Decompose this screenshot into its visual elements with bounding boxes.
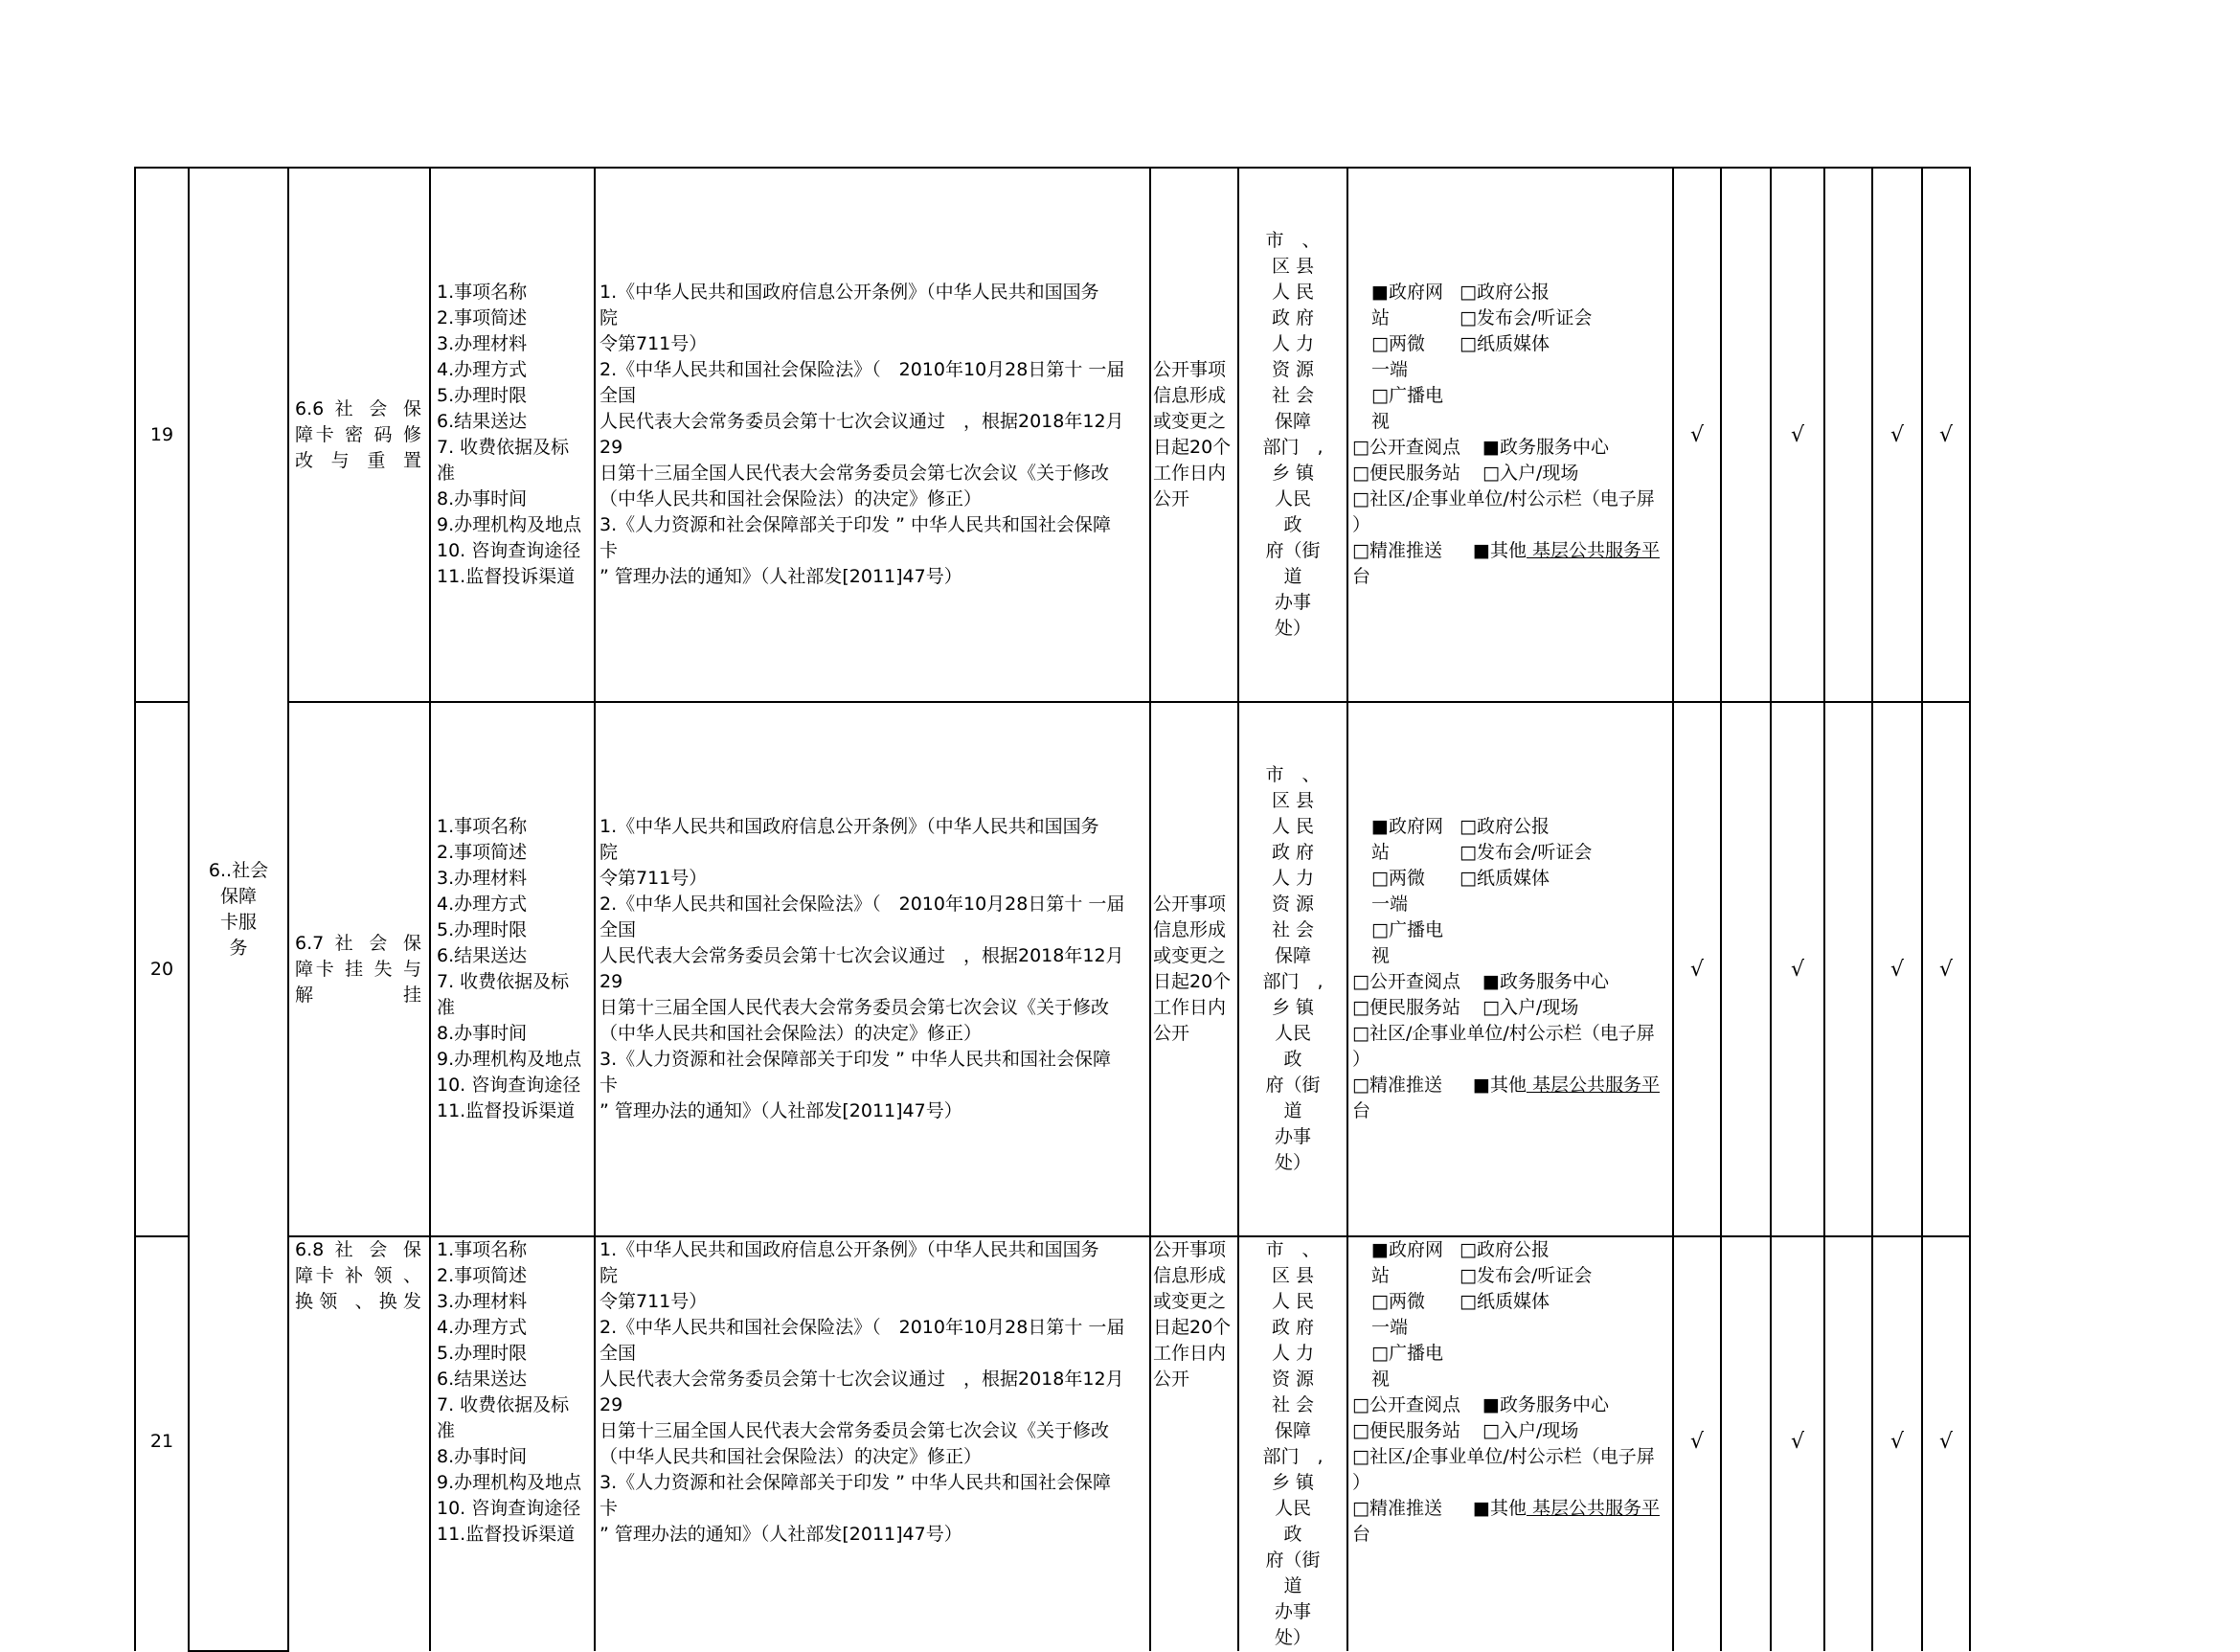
channel-option: □两微 — [1371, 868, 1425, 889]
basis-line: 卡 — [600, 540, 619, 561]
basis-line: （中华人民共和国社会保险法）的决定》修正） — [600, 1446, 983, 1467]
content-line: 8.办事时间 — [437, 1023, 528, 1044]
timing-line: 或变更之 — [1153, 1291, 1227, 1312]
subject-line: 区 县 — [1271, 790, 1315, 811]
check-all-public: √ — [1673, 168, 1721, 702]
content-line: 3.办理材料 — [437, 333, 528, 354]
content-line: 4.办理方式 — [437, 1317, 528, 1338]
disclosure-timing — [1150, 1236, 1238, 1651]
subject-line: 人 力 — [1271, 333, 1315, 354]
category-line: 6..社会 — [208, 859, 269, 881]
subject-line: 办事 — [1274, 592, 1311, 613]
subject-line: 道 — [1283, 566, 1302, 587]
channel-option: □公开查阅点 — [1352, 971, 1460, 992]
content-line: 准 — [437, 997, 456, 1018]
subject-line: 资 源 — [1271, 894, 1315, 915]
check-county: √ — [1922, 702, 1970, 1236]
subject-line: 保障 — [1274, 945, 1311, 966]
disclosure-subject — [1238, 702, 1347, 1236]
basis-line: 2.《中华人民共和国社会保险法》（ 2010年10月28日第十 一届 — [600, 359, 1125, 380]
disclosure-timing — [1150, 702, 1238, 1236]
basis-line: 日第十三届全国人民代表大会常务委员会第七次会议《关于修改 — [600, 1420, 1110, 1441]
check-on-request — [1824, 1236, 1872, 1651]
channel-option: 视 — [1371, 1369, 1391, 1390]
basis-line: 令第711号） — [600, 868, 708, 889]
subject-line: 乡 镇 — [1271, 463, 1315, 484]
subject-line: 市 、 — [1265, 1239, 1321, 1260]
other-channel-value: 基层公共服务平 — [1526, 1075, 1660, 1096]
channel-option: □精准推送 — [1352, 1075, 1442, 1096]
channel-row — [1352, 435, 1668, 461]
content-line: 5.办理时限 — [437, 919, 528, 940]
subject-line: 部门 , — [1262, 1446, 1324, 1467]
basis-line: 院 — [600, 307, 619, 328]
row-number: 19 — [135, 168, 189, 702]
basis-line: 1.《中华人民共和国政府信息公开条例》（中华人民共和国国务 — [600, 282, 1099, 303]
channel-option: □纸质媒体 — [1459, 868, 1550, 889]
category-line: 卡服 — [219, 911, 257, 933]
text-line: ） — [1352, 514, 1371, 535]
subject-line: 政 — [1283, 1049, 1302, 1070]
channel-row — [1352, 1073, 1668, 1098]
channel-row — [1352, 1367, 1668, 1392]
basis-line: 令第711号） — [600, 333, 708, 354]
content-line: 11.监督投诉渠道 — [437, 1524, 576, 1545]
basis-line: 29 — [600, 437, 623, 458]
channel-option: ■其他 — [1473, 1498, 1527, 1519]
channel-option: □广播电 — [1371, 919, 1443, 940]
item-name-line: 6.6 社 会 保 — [295, 397, 421, 419]
subject-line: 资 源 — [1271, 359, 1315, 380]
check-active: √ — [1771, 168, 1824, 702]
basis-line: 全国 — [600, 1343, 637, 1364]
channel-option: ■其他 — [1473, 1075, 1527, 1096]
channel-row — [1352, 357, 1668, 383]
basis-line: 全国 — [600, 385, 637, 406]
channel-option: 一端 — [1371, 359, 1409, 380]
subject-line: 部门 , — [1262, 971, 1324, 992]
channel-option: □公开查阅点 — [1352, 1394, 1460, 1415]
disclosure-basis — [595, 168, 1150, 702]
subject-line: 人民 — [1274, 1023, 1311, 1044]
channel-row — [1352, 866, 1668, 892]
subject-line: 办事 — [1274, 1126, 1311, 1147]
timing-line: 日起20个 — [1153, 971, 1232, 992]
basis-line: 日第十三届全国人民代表大会常务委员会第七次会议《关于修改 — [600, 463, 1110, 484]
subject-line: 政 — [1283, 514, 1302, 535]
channel-option: ■政务服务中心 — [1482, 971, 1609, 992]
channel-option: □政府公报 — [1459, 816, 1550, 837]
channel-row — [1352, 331, 1668, 357]
item-name-line: 障卡 挂 失 与 — [295, 958, 421, 980]
content-line: 1.事项名称 — [437, 282, 528, 303]
timing-line: 工作日内 — [1153, 463, 1227, 484]
channel-row — [1352, 383, 1668, 409]
table-row — [135, 168, 1970, 702]
channel-option: □便民服务站 — [1352, 1420, 1460, 1441]
row-number: 20 — [135, 702, 189, 1236]
disclosure-basis — [595, 1236, 1150, 1651]
disclosure-channels — [1347, 168, 1673, 702]
timing-line: 信息形成 — [1153, 385, 1227, 406]
channel-option: □发布会/听证会 — [1459, 842, 1593, 863]
subject-line: 人 力 — [1271, 868, 1315, 889]
channel-option: □入户/现场 — [1482, 1420, 1579, 1441]
category-line: 务 — [229, 937, 248, 959]
content-line: 11.监督投诉渠道 — [437, 566, 576, 587]
item-name-line: 换领 、换发 — [295, 1291, 421, 1312]
subject-line: 部门 , — [1262, 437, 1324, 458]
subject-line: 区 县 — [1271, 1265, 1315, 1286]
other-channel-value: 基层公共服务平 — [1526, 540, 1660, 561]
item-name-line: 6.7 社 会 保 — [295, 932, 421, 954]
subject-line: 政 府 — [1271, 842, 1315, 863]
basis-line: 人民代表大会常务委员会第十七次会议通过 ，根据2018年12月 — [600, 945, 1124, 966]
channel-option: □两微 — [1371, 333, 1425, 354]
check-all-public: √ — [1673, 1236, 1721, 1651]
check-active: √ — [1771, 1236, 1824, 1651]
content-line: 3.办理材料 — [437, 868, 528, 889]
subject-line: 人民 — [1274, 488, 1311, 509]
basis-line: 日第十三届全国人民代表大会常务委员会第七次会议《关于修改 — [600, 997, 1110, 1018]
subject-line: 社 会 — [1271, 919, 1315, 940]
channel-option: ■政府网 — [1371, 1239, 1443, 1260]
check-municipal: √ — [1872, 168, 1922, 702]
content-line: 7. 收费依据及标 — [437, 1394, 570, 1415]
channel-row — [1352, 461, 1668, 487]
channel-option: □纸质媒体 — [1459, 1291, 1550, 1312]
disclosure-timing — [1150, 168, 1238, 702]
content-line: 6.结果送达 — [437, 1369, 528, 1390]
subject-line: 办事 — [1274, 1601, 1311, 1622]
check-on-request — [1824, 168, 1872, 702]
other-channel-value: 台 — [1352, 566, 1371, 587]
channel-option: □入户/现场 — [1482, 997, 1579, 1018]
disclosure-content — [430, 168, 595, 702]
channel-row — [1352, 306, 1668, 331]
text-line: ） — [1352, 1049, 1371, 1070]
disclosure-content — [430, 702, 595, 1236]
content-line: 10. 咨询查询途径 — [437, 1075, 581, 1096]
content-line: 5.办理时限 — [437, 385, 528, 406]
disclosure-table — [134, 167, 1971, 1652]
content-line: 11.监督投诉渠道 — [437, 1100, 576, 1121]
channel-option: ■政府网 — [1371, 816, 1443, 837]
subject-line: 保障 — [1274, 411, 1311, 432]
basis-line: 卡 — [600, 1498, 619, 1519]
channel-row — [1352, 1237, 1668, 1263]
content-line: 2.事项简述 — [437, 842, 528, 863]
content-line: 10. 咨询查询途径 — [437, 540, 581, 561]
subject-line: 社 会 — [1271, 1394, 1315, 1415]
channel-option: □发布会/听证会 — [1459, 307, 1593, 328]
channel-row — [1352, 840, 1668, 866]
item-name — [288, 168, 430, 702]
channel-row — [1352, 280, 1668, 306]
subject-line: 处） — [1274, 618, 1311, 639]
content-line: 8.办事时间 — [437, 1446, 528, 1467]
timing-line: 公开 — [1153, 488, 1190, 509]
disclosure-subject — [1238, 168, 1347, 702]
basis-line: 2.《中华人民共和国社会保险法》（ 2010年10月28日第十 一届 — [600, 894, 1125, 915]
subject-line: 处） — [1274, 1152, 1311, 1173]
check-county: √ — [1922, 168, 1970, 702]
content-line: 10. 咨询查询途径 — [437, 1498, 581, 1519]
channel-row — [1352, 538, 1668, 564]
subject-line: 人 力 — [1271, 1343, 1315, 1364]
content-line: 2.事项简述 — [437, 1265, 528, 1286]
channel-option: ■其他 — [1473, 540, 1527, 561]
subject-line: 市 、 — [1265, 230, 1321, 251]
channel-option: 视 — [1371, 945, 1391, 966]
timing-line: 公开事项 — [1153, 1239, 1227, 1260]
subject-line: 资 源 — [1271, 1369, 1315, 1390]
item-name-line: 障卡 密 码 修 — [295, 423, 421, 445]
channel-option: □社区/企事业单位/村公示栏（电子屏 — [1352, 488, 1655, 509]
timing-line: 日起20个 — [1153, 1317, 1232, 1338]
channel-option: ■政务服务中心 — [1482, 437, 1609, 458]
channel-row — [1352, 1418, 1668, 1444]
channel-option: 一端 — [1371, 894, 1409, 915]
channel-option: □广播电 — [1371, 1343, 1443, 1364]
channel-option: □政府公报 — [1459, 1239, 1550, 1260]
basis-line: （中华人民共和国社会保险法）的决定》修正） — [600, 488, 983, 509]
content-line: 5.办理时限 — [437, 1343, 528, 1364]
subject-line: 府（街 — [1265, 540, 1321, 561]
timing-line: 信息形成 — [1153, 919, 1227, 940]
content-line: 4.办理方式 — [437, 894, 528, 915]
check-active: √ — [1771, 702, 1824, 1236]
channel-option: □公开查阅点 — [1352, 437, 1460, 458]
timing-line: 信息形成 — [1153, 1265, 1227, 1286]
content-line: 9.办理机构及地点 — [437, 1049, 582, 1070]
channel-option: □纸质媒体 — [1459, 333, 1550, 354]
basis-line: 全国 — [600, 919, 637, 940]
timing-line: 日起20个 — [1153, 437, 1232, 458]
channel-option: □社区/企事业单位/村公示栏（电子屏 — [1352, 1446, 1655, 1467]
other-channel-value: 台 — [1352, 1100, 1371, 1121]
basis-line: （中华人民共和国社会保险法）的决定》修正） — [600, 1023, 983, 1044]
basis-line: ” 管理办法的通知》（人社部发[2011]47号） — [600, 1100, 962, 1121]
channel-option: □广播电 — [1371, 385, 1443, 406]
channel-option: 站 — [1371, 842, 1391, 863]
content-line: 7. 收费依据及标 — [437, 437, 570, 458]
content-line: 9.办理机构及地点 — [437, 1472, 582, 1493]
row-number: 21 — [135, 1236, 189, 1651]
basis-line: 人民代表大会常务委员会第十七次会议通过 ，根据2018年12月 — [600, 1369, 1124, 1390]
channel-option: 一端 — [1371, 1317, 1409, 1338]
channel-row — [1352, 1392, 1668, 1418]
basis-line: 29 — [600, 971, 623, 992]
timing-line: 或变更之 — [1153, 411, 1227, 432]
channel-option: □便民服务站 — [1352, 463, 1460, 484]
basis-line: ” 管理办法的通知》（人社部发[2011]47号） — [600, 1524, 962, 1545]
item-name-line: 6.8 社 会 保 — [295, 1239, 421, 1260]
check-municipal: √ — [1872, 702, 1922, 1236]
check-specific-public — [1721, 702, 1771, 1236]
channel-row — [1352, 1315, 1668, 1341]
content-line: 准 — [437, 1420, 456, 1441]
subject-line: 市 、 — [1265, 764, 1321, 785]
disclosure-subject — [1238, 1236, 1347, 1651]
channel-row — [1352, 1496, 1668, 1522]
subject-line: 处） — [1274, 1627, 1311, 1648]
basis-line: ” 管理办法的通知》（人社部发[2011]47号） — [600, 566, 962, 587]
basis-line: 1.《中华人民共和国政府信息公开条例》（中华人民共和国国务 — [600, 816, 1099, 837]
content-line: 9.办理机构及地点 — [437, 514, 582, 535]
subject-line: 人 民 — [1271, 282, 1315, 303]
timing-line: 公开 — [1153, 1369, 1190, 1390]
subject-line: 人 民 — [1271, 1291, 1315, 1312]
content-line: 准 — [437, 463, 456, 484]
table-row — [135, 1236, 1970, 1651]
channel-option: □社区/企事业单位/村公示栏（电子屏 — [1352, 1023, 1655, 1044]
subject-line: 人民 — [1274, 1498, 1311, 1519]
category-cell — [189, 168, 288, 1651]
subject-line: 政 府 — [1271, 307, 1315, 328]
content-line: 8.办事时间 — [437, 488, 528, 509]
subject-line: 保障 — [1274, 1420, 1311, 1441]
item-name — [288, 1236, 430, 1651]
subject-line: 社 会 — [1271, 385, 1315, 406]
basis-line: 令第711号） — [600, 1291, 708, 1312]
content-line: 1.事项名称 — [437, 816, 528, 837]
basis-line: 3.《人力资源和社会保障部关于印发 ” 中华人民共和国社会保障 — [600, 514, 1112, 535]
timing-line: 工作日内 — [1153, 997, 1227, 1018]
basis-line: 29 — [600, 1394, 623, 1415]
subject-line: 乡 镇 — [1271, 1472, 1315, 1493]
subject-line: 府（街 — [1265, 1550, 1321, 1571]
category-line: 保障 — [219, 885, 257, 907]
channel-option: ■政府网 — [1371, 282, 1443, 303]
channel-option: □精准推送 — [1352, 1498, 1442, 1519]
item-name — [288, 702, 430, 1236]
channel-option: □两微 — [1371, 1291, 1425, 1312]
basis-line: 卡 — [600, 1075, 619, 1096]
other-channel-value: 台 — [1352, 1524, 1371, 1545]
channel-row — [1352, 409, 1668, 435]
content-line: 6.结果送达 — [437, 411, 528, 432]
timing-line: 或变更之 — [1153, 945, 1227, 966]
subject-line: 政 府 — [1271, 1317, 1315, 1338]
channel-option: 站 — [1371, 1265, 1391, 1286]
table-row — [135, 702, 1970, 1236]
basis-line: 人民代表大会常务委员会第十七次会议通过 ，根据2018年12月 — [600, 411, 1124, 432]
channel-option: □发布会/听证会 — [1459, 1265, 1593, 1286]
check-municipal: √ — [1872, 1236, 1922, 1651]
channel-row — [1352, 917, 1668, 943]
channel-row — [1352, 969, 1668, 995]
channel-option: □便民服务站 — [1352, 997, 1460, 1018]
content-line: 1.事项名称 — [437, 1239, 528, 1260]
content-line: 6.结果送达 — [437, 945, 528, 966]
check-specific-public — [1721, 168, 1771, 702]
item-name-line: 障卡 补 领 、 — [295, 1265, 421, 1286]
basis-line: 院 — [600, 842, 619, 863]
content-line: 4.办理方式 — [437, 359, 528, 380]
basis-line: 1.《中华人民共和国政府信息公开条例》（中华人民共和国国务 — [600, 1239, 1099, 1260]
check-county: √ — [1922, 1236, 1970, 1651]
timing-line: 公开事项 — [1153, 359, 1227, 380]
timing-line: 公开 — [1153, 1023, 1190, 1044]
channel-row — [1352, 995, 1668, 1021]
subject-line: 人 民 — [1271, 816, 1315, 837]
channel-row — [1352, 814, 1668, 840]
check-specific-public — [1721, 1236, 1771, 1651]
timing-line: 公开事项 — [1153, 894, 1227, 915]
subject-line: 乡 镇 — [1271, 997, 1315, 1018]
basis-line: 3.《人力资源和社会保障部关于印发 ” 中华人民共和国社会保障 — [600, 1472, 1112, 1493]
subject-line: 区 县 — [1271, 256, 1315, 277]
basis-line: 2.《中华人民共和国社会保险法》（ 2010年10月28日第十 一届 — [600, 1317, 1125, 1338]
channel-option: 视 — [1371, 411, 1391, 432]
channel-option: □政府公报 — [1459, 282, 1550, 303]
disclosure-channels — [1347, 1236, 1673, 1651]
check-all-public: √ — [1673, 702, 1721, 1236]
channel-row — [1352, 1341, 1668, 1367]
channel-row — [1352, 1289, 1668, 1315]
channel-row — [1352, 943, 1668, 969]
channel-option: 站 — [1371, 307, 1391, 328]
basis-line: 院 — [600, 1265, 619, 1286]
content-line: 7. 收费依据及标 — [437, 971, 570, 992]
check-on-request — [1824, 702, 1872, 1236]
basis-line: 3.《人力资源和社会保障部关于印发 ” 中华人民共和国社会保障 — [600, 1049, 1112, 1070]
subject-line: 府（街 — [1265, 1075, 1321, 1096]
disclosure-basis — [595, 702, 1150, 1236]
channel-option: □入户/现场 — [1482, 463, 1579, 484]
disclosure-channels — [1347, 702, 1673, 1236]
subject-line: 道 — [1283, 1100, 1302, 1121]
item-name-line: 改与重置 — [295, 449, 421, 471]
timing-line: 工作日内 — [1153, 1343, 1227, 1364]
subject-line: 道 — [1283, 1575, 1302, 1596]
content-line: 2.事项简述 — [437, 307, 528, 328]
item-name-line: 解挂 — [295, 984, 421, 1006]
channel-row — [1352, 1263, 1668, 1289]
channel-row — [1352, 892, 1668, 917]
other-channel-value: 基层公共服务平 — [1526, 1498, 1660, 1519]
content-line: 3.办理材料 — [437, 1291, 528, 1312]
channel-option: ■政务服务中心 — [1482, 1394, 1609, 1415]
disclosure-content — [430, 1236, 595, 1651]
channel-option: □精准推送 — [1352, 540, 1442, 561]
subject-line: 政 — [1283, 1524, 1302, 1545]
text-line: ） — [1352, 1472, 1371, 1493]
